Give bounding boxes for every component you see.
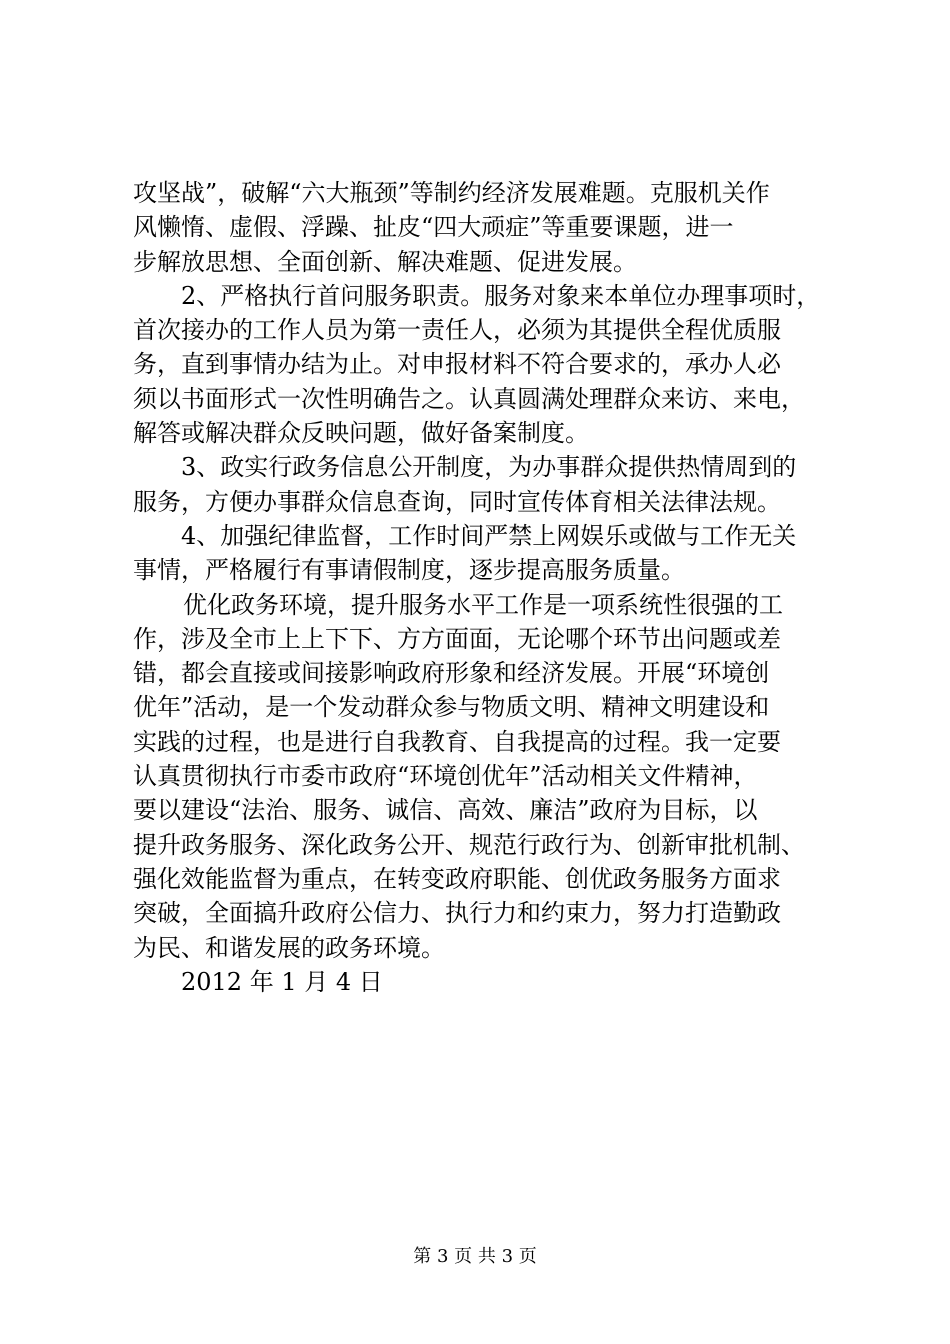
text-line: 解答或解决群众反映问题，做好备案制度。 [133,419,589,448]
text-line: 突破，全面搞升政府公信力、执行力和约束力，努力打造勤政 [133,899,781,928]
text-line: 错，都会直接或间接影响政府形象和经济发展。开展“环境创 [133,659,770,688]
document-date: 2012 年 1 月 4 日 [181,967,383,996]
page-footer [0,1245,950,1269]
document-body [133,176,825,999]
text-line: 首次接办的工作人员为第一责任人，必须为其提供全程优质服 [133,316,781,345]
text-line: 为民、和谐发展的政务环境。 [133,933,445,962]
text-line: 务，直到事情办结为止。对申报材料不符合要求的，承办人必 [133,350,781,379]
text-line: 风懒惰、虚假、浮躁、扯皮“四大顽症”等重要课题，进一 [133,213,734,242]
text-line: 事情，严格履行有事请假制度，逐步提高服务质量。 [133,556,685,585]
text-line: 实践的过程，也是进行自我教育、自我提高的过程。我一定要 [133,727,781,756]
text-line: 提升政务服务、深化政务公开、规范行政行为、创新审批机制、 [133,830,805,859]
text-line: 须以书面形式一次性明确告之。认真圆满处理群众来访、来电， [133,384,805,413]
text-line: 服务，方便办事群众信息查询，同时宣传体育相关法律法规。 [133,487,781,516]
text-line: 要以建设“法治、服务、诚信、高效、廉洁”政府为目标，以 [133,796,758,825]
text-line: 优化政务环境，提升服务水平工作是一项系统性很强的工 [183,590,783,619]
text-line: 4、加强纪律监督，工作时间严禁上网娱乐或做与工作无关 [181,521,797,550]
text-line: 强化效能监督为重点，在转变政府职能、创优政务服务方面求 [133,864,781,893]
text-line: 步解放思想、全面创新、解决难题、促进发展。 [133,247,637,276]
text-line: 作，涉及全市上上下下、方方面面，无论哪个环节出问题或差 [133,624,781,653]
text-line: 3、政实行政务信息公开制度，为办事群众提供热情周到的 [181,453,797,482]
text-line: 优年”活动，是一个发动群众参与物质文明、精神文明建设和 [133,693,770,722]
text-line: 攻坚战”，破解“六大瓶颈”等制约经济发展难题。克服机关作 [133,179,770,207]
text-line: 2、严格执行首问服务职责。服务对象来本单位办理事项时， [181,281,821,310]
text-line: 认真贯彻执行市委市政府“环境创优年”活动相关文件精神， [133,762,758,791]
page-number: 第 3 页 共 3 页 [413,1246,537,1267]
